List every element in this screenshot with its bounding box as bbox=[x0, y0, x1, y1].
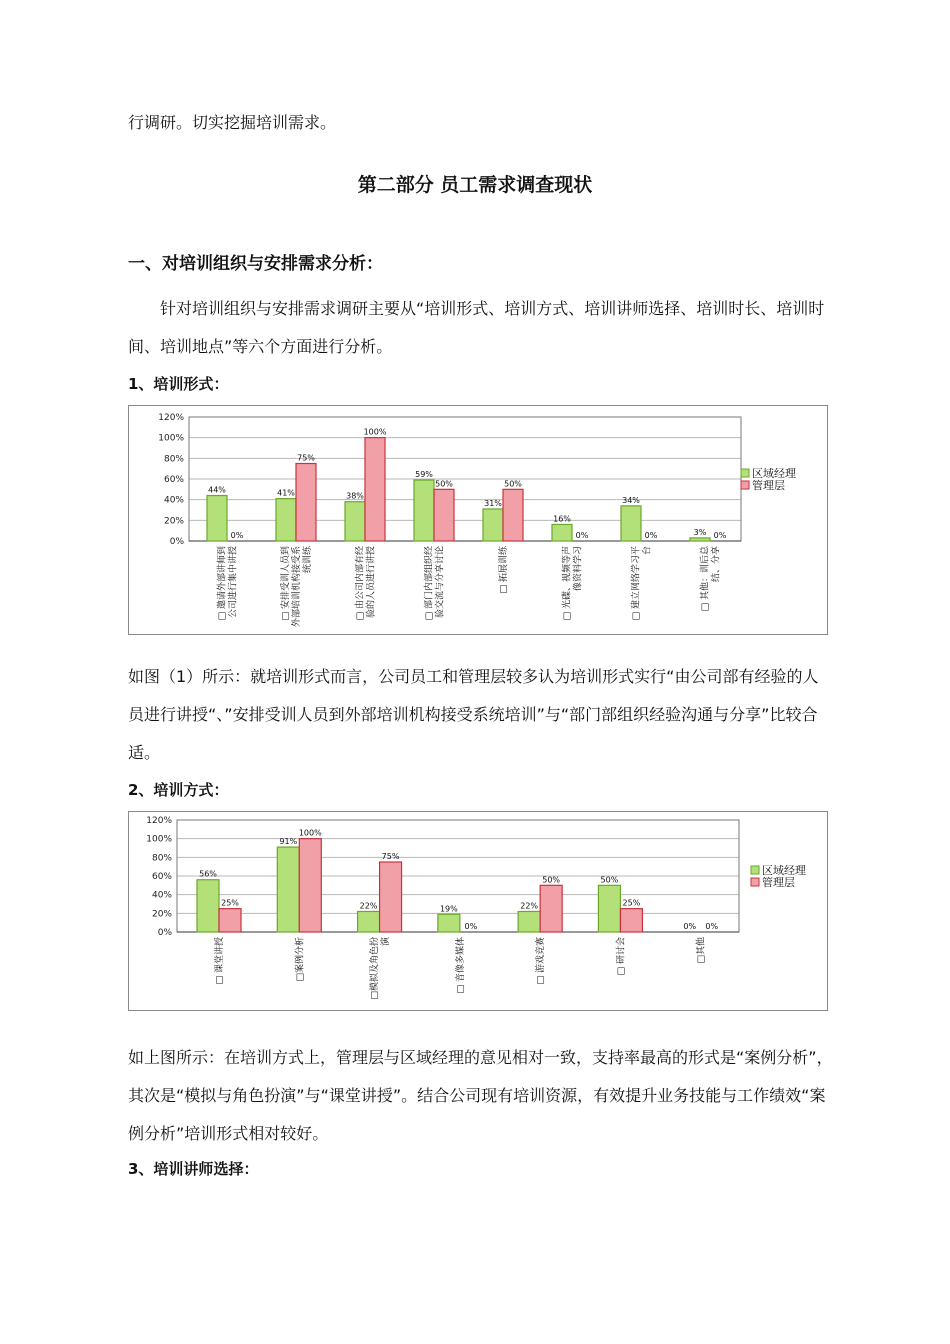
x-category-label: □ 部门内部组织经 bbox=[424, 546, 435, 621]
bar-region-manager bbox=[358, 911, 380, 932]
bar-management bbox=[503, 489, 523, 541]
data-label-management: 50% bbox=[435, 479, 453, 489]
bar-management bbox=[434, 489, 454, 541]
bar-management bbox=[365, 438, 385, 541]
data-label-region-manager: 34% bbox=[622, 495, 640, 505]
y-tick-label: 120% bbox=[146, 816, 172, 826]
bar-management bbox=[296, 464, 316, 542]
bar-region-manager bbox=[345, 502, 365, 541]
bar-management bbox=[299, 839, 321, 932]
y-tick-label: 0% bbox=[157, 928, 172, 938]
bar-region-manager bbox=[518, 911, 540, 932]
y-tick-label: 40% bbox=[151, 890, 172, 901]
y-tick-label: 20% bbox=[151, 909, 172, 920]
x-category-label: □ 游戏竞赛 bbox=[536, 937, 547, 985]
legend-label: 管理层 bbox=[762, 876, 795, 889]
data-label-region-manager: 59% bbox=[415, 470, 433, 480]
data-label-management: 25% bbox=[622, 898, 641, 908]
bar-management bbox=[540, 885, 562, 932]
bar-management bbox=[620, 909, 642, 932]
legend-label: 区域经理 bbox=[752, 467, 796, 480]
x-category-label: 像资料学习 bbox=[573, 546, 584, 592]
sub1-heading: 1、培训形式： bbox=[128, 375, 229, 393]
x-category-label: □ 研讨会 bbox=[616, 937, 627, 976]
data-label-region-manager: 16% bbox=[553, 514, 571, 524]
chart-training-form bbox=[128, 405, 828, 635]
bar-region-manager bbox=[598, 885, 620, 932]
y-tick-label: 20% bbox=[163, 516, 184, 527]
chart-training-form-svg bbox=[129, 406, 827, 634]
data-label-region-manager: 38% bbox=[346, 491, 364, 501]
bar-region-manager bbox=[277, 847, 299, 932]
x-category-label: 演 bbox=[381, 937, 392, 947]
data-label-management: 25% bbox=[221, 898, 239, 908]
section1-paragraph: 针对培训组织与安排需求调研主要从“培训形式、培训方式、培训讲师选择、培训时长、培训时间、培训地点”等六个方面进行分析。 bbox=[128, 299, 825, 356]
data-label-region-manager: 22% bbox=[359, 901, 378, 911]
data-label-management: 75% bbox=[297, 453, 315, 463]
sub2-heading: 2、培训方式： bbox=[128, 781, 229, 799]
data-label-region-manager: 3% bbox=[693, 527, 707, 537]
legend-label: 区域经理 bbox=[762, 864, 806, 877]
sub1-paragraph: 如图（1）所示：就培训形式而言，公司员工和管理层较多认为培训形式实行“由公司部有经验的人员进行讲授“、”安排受训人员到外部培训机构接受系统培训”与“部门部组织经验沟通与分享”比较合适。 bbox=[128, 667, 819, 762]
y-tick-label: 40% bbox=[163, 495, 184, 506]
legend-swatch bbox=[741, 469, 749, 477]
x-category-label: □ 音像多媒体 bbox=[455, 937, 466, 994]
bar-region-manager bbox=[276, 499, 296, 541]
x-category-label: □ 建立网络学习平 bbox=[631, 546, 642, 621]
data-label-management: 50% bbox=[504, 479, 522, 489]
data-label-region-manager: 91% bbox=[279, 837, 298, 847]
data-label-region-manager: 41% bbox=[277, 488, 295, 498]
x-category-label: □其他 bbox=[696, 937, 707, 964]
x-category-label: □ 光碟、视频等声 bbox=[562, 546, 573, 621]
data-label-management: 0% bbox=[575, 531, 589, 540]
y-tick-label: 80% bbox=[151, 853, 172, 864]
data-label-region-manager: 0% bbox=[683, 922, 697, 931]
data-label-management: 75% bbox=[381, 852, 400, 861]
y-tick-label: 0% bbox=[169, 537, 184, 547]
data-label-region-manager: 22% bbox=[520, 901, 539, 911]
x-category-label: □ 其他：训后总 bbox=[700, 546, 711, 612]
x-category-label: □ 邀请外部讲师到 bbox=[217, 546, 228, 621]
bar-region-manager bbox=[414, 480, 434, 541]
data-label-management: 50% bbox=[542, 875, 561, 885]
y-tick-label: 60% bbox=[163, 475, 184, 485]
data-label-region-manager: 19% bbox=[439, 904, 458, 914]
part-title: 第二部分 员工需求调查现状 bbox=[357, 174, 593, 196]
x-category-label: □模拟及角色扮 bbox=[370, 937, 381, 1000]
x-category-label: □ 安排受训人员到 bbox=[281, 546, 291, 621]
data-label-management: 100% bbox=[298, 828, 322, 838]
bar-management bbox=[219, 909, 241, 932]
y-tick-label: 100% bbox=[146, 834, 172, 845]
x-category-label: □案例分析 bbox=[295, 937, 306, 982]
data-label-management: 100% bbox=[363, 427, 387, 437]
x-category-label: 统训练 bbox=[303, 546, 313, 574]
chart-training-method bbox=[128, 811, 828, 1011]
data-label-management: 0% bbox=[705, 922, 719, 931]
y-tick-label: 60% bbox=[151, 872, 172, 882]
sub3-heading: 3、培训讲师选择： bbox=[128, 1160, 259, 1178]
bar-region-manager bbox=[552, 524, 572, 541]
legend-swatch bbox=[741, 481, 749, 489]
data-label-management: 0% bbox=[713, 531, 727, 540]
x-category-label: 验的人员进行讲授 bbox=[366, 546, 377, 619]
bar-region-manager bbox=[197, 880, 219, 932]
x-category-label: 验交流与分享讨论 bbox=[435, 546, 446, 619]
y-tick-label: 80% bbox=[163, 454, 184, 465]
bar-management bbox=[380, 862, 402, 932]
data-label-region-manager: 50% bbox=[600, 875, 619, 885]
bar-region-manager bbox=[438, 914, 460, 932]
data-label-region-manager: 31% bbox=[484, 498, 502, 508]
intro-line: 行调研。切实挖掘培训需求。 bbox=[128, 113, 337, 132]
x-category-label: 外部培训机构接受系 bbox=[292, 546, 302, 628]
bar-region-manager bbox=[207, 496, 227, 541]
x-category-label: □ 课堂讲授 bbox=[215, 937, 225, 985]
x-category-label: □ 拓展训练 bbox=[499, 546, 509, 594]
data-label-management: 0% bbox=[230, 531, 244, 540]
data-label-management: 0% bbox=[464, 922, 478, 931]
legend-swatch bbox=[751, 866, 759, 874]
chart-training-method-svg bbox=[129, 812, 827, 1010]
y-tick-label: 120% bbox=[158, 413, 184, 423]
bar-region-manager bbox=[483, 509, 503, 541]
x-category-label: 结、分享 bbox=[711, 546, 722, 583]
bar-region-manager bbox=[690, 538, 710, 541]
y-tick-label: 100% bbox=[158, 433, 184, 444]
legend-swatch bbox=[751, 878, 759, 886]
x-category-label: 台 bbox=[642, 546, 653, 556]
legend-label: 管理层 bbox=[752, 479, 785, 492]
data-label-region-manager: 44% bbox=[208, 485, 226, 495]
data-label-management: 0% bbox=[644, 531, 658, 540]
section1-heading: 一、对培训组织与安排需求分析： bbox=[128, 254, 383, 274]
x-category-label: □ 由公司内部有经 bbox=[355, 546, 366, 621]
sub2-paragraph: 如上图所示：在培训方式上，管理层与区域经理的意见相对一致，支持率最高的形式是“案例分析”，其次是“模拟与角色扮演”与“课堂讲授”。结合公司现有培训资源，有效提升业务技能与工作绩效“案例分析”培训形式相对较好。 bbox=[128, 1048, 833, 1143]
x-category-label: 公司进行集中讲授 bbox=[228, 546, 239, 619]
data-label-region-manager: 56% bbox=[199, 869, 217, 879]
bar-region-manager bbox=[621, 506, 641, 541]
